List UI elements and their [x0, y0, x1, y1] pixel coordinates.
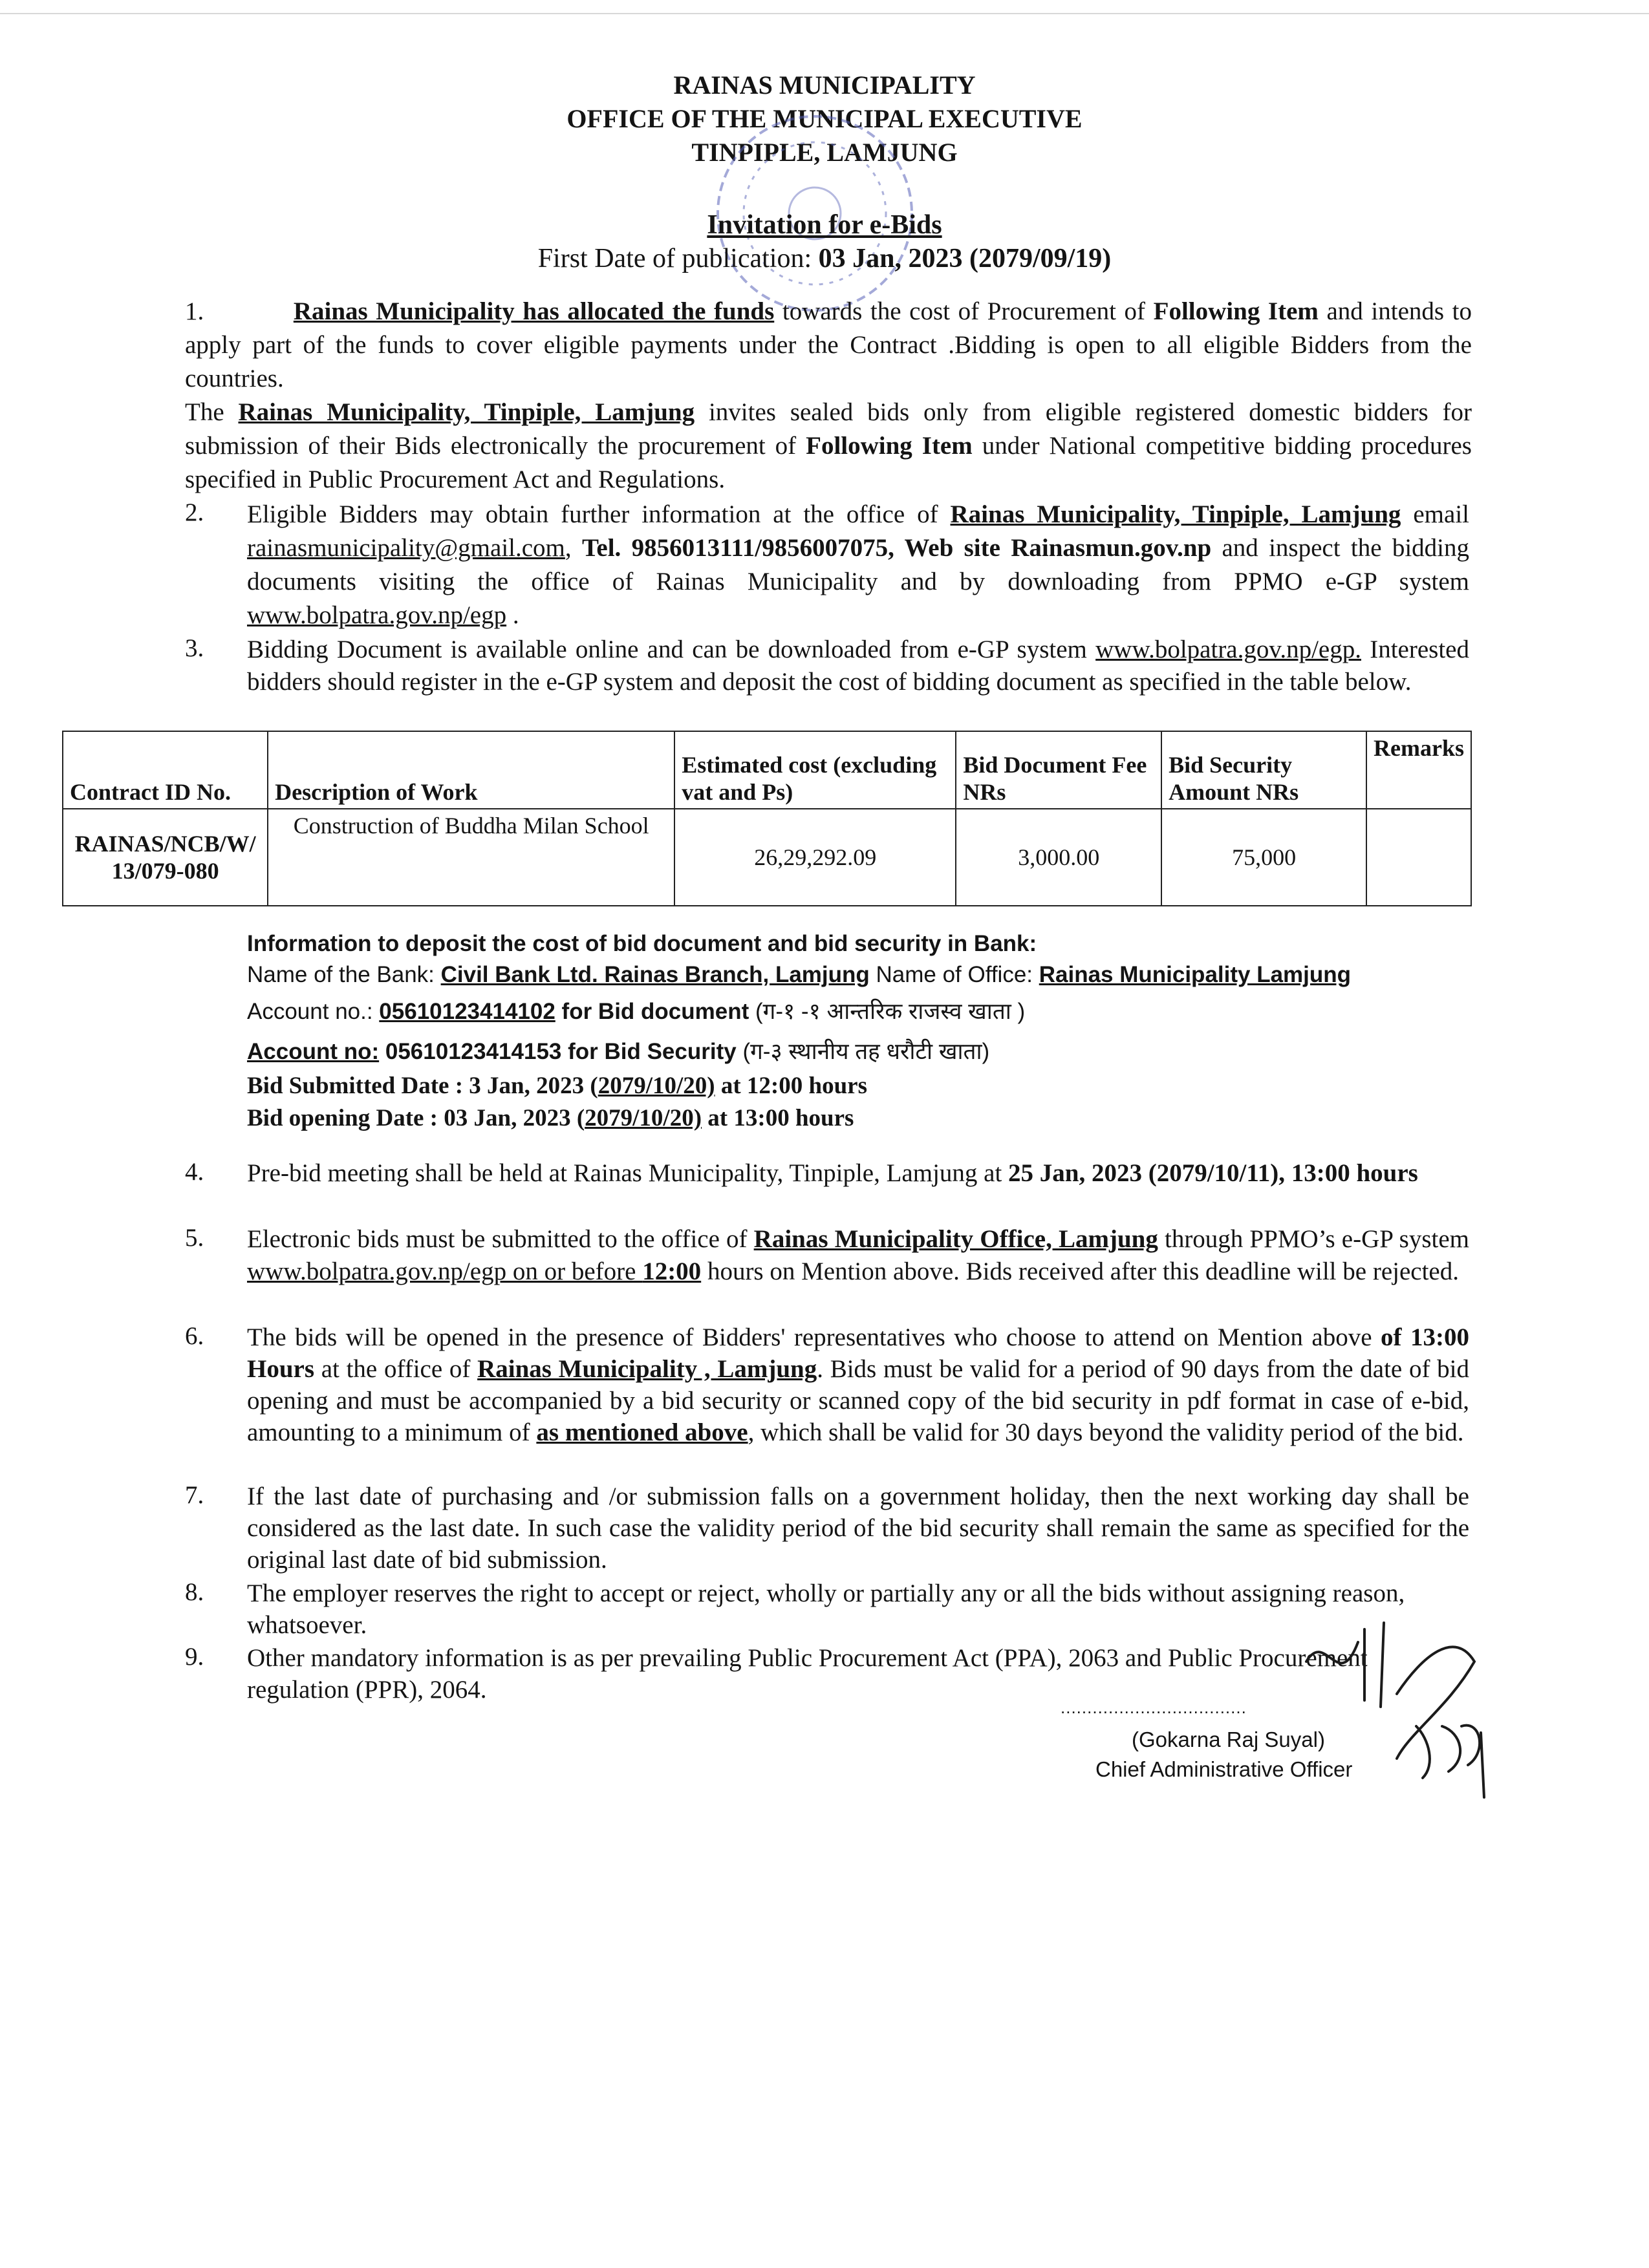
publication-date: 03 Jan, 2023 (2079/09/19): [818, 244, 1112, 273]
para-number: 7.: [185, 1481, 204, 1509]
text-run: Eligible Bidders may obtain further information at the office of: [247, 500, 951, 528]
text-run: through PPMO’s e-GP system: [1158, 1225, 1469, 1253]
text-run: at 13:00 hours: [702, 1105, 854, 1131]
text-run: of 13:00 Hours: [247, 1323, 1469, 1383]
paragraph-9: Other mandatory information is as per prevailing Public Procurement Act (PPA), 2063 and Public Procurement regulation (PPR), 2064.: [247, 1644, 1368, 1704]
text-run: Bid opening Date : 03 Jan, 2023 (: [247, 1105, 585, 1131]
paragraph-4: [247, 1157, 1469, 1190]
text-run: Account no:: [247, 1039, 380, 1064]
text-run: The bids will be opened in the presence of Bidders' representatives who choose to attend on Mention above: [247, 1323, 1381, 1351]
text-run: 2079/10/20): [598, 1073, 715, 1099]
paragraph-6: [247, 1321, 1469, 1448]
col-estimated-cost: Estimated cost (excluding vat and Ps): [674, 731, 956, 809]
submission-date: [247, 1072, 867, 1100]
municipality-name: Rainas Municipality , Lamjung: [477, 1355, 817, 1383]
municipality-name: Rainas Municipality, Tinpiple, Lamjung: [950, 500, 1401, 528]
cell-remarks: [1366, 809, 1471, 906]
para-number: 2.: [185, 498, 204, 526]
cell-doc-fee: 3,000.00: [956, 809, 1161, 906]
text-run: Pre-bid meeting shall be held at Rainas Municipality, Tinpiple, Lamjung at: [247, 1159, 1009, 1187]
text-run: and inspect the bidding documents visiting the office of Rainas Municipality and by downloading from PPMO e-GP system: [247, 534, 1469, 595]
text-run: ,: [565, 534, 582, 562]
table-row: [63, 809, 1471, 906]
signatory-title: Chief Administrative Officer: [1095, 1757, 1353, 1781]
cell-security: 75,000: [1161, 809, 1366, 906]
signatory-name: (Gokarna Raj Suyal): [1132, 1728, 1325, 1751]
signature-line: ...................................: [1061, 1698, 1247, 1717]
col-description: Description of Work: [268, 731, 674, 809]
paragraph-2: [247, 498, 1469, 632]
egp-link[interactable]: www.bolpatra.gov.np/egp: [247, 601, 507, 629]
text-run: Name of Office:: [869, 962, 1039, 987]
text-run: Interested bidders should register in the e-GP system and deposit the cost of bidding document as specified in the table below.: [247, 636, 1469, 696]
text-run: and intends to apply part of the funds to cover eligible payments under the Contract .Bidding is open to all eligible Bidders from the countries.: [185, 297, 1472, 392]
text-run: Electronic bids must be submitted to the office of: [247, 1225, 754, 1253]
bank-heading: Information to deposit the cost of bid document and bid security in Bank:: [247, 931, 1037, 956]
egp-link[interactable]: www.bolpatra.gov.np/egp.: [1095, 636, 1361, 663]
cell-estimated-cost: 26,29,292.09: [674, 809, 956, 906]
text-run: at the office of: [314, 1355, 478, 1383]
text-run: , which shall be valid for 30 days beyond the validity period of the bid.: [748, 1418, 1464, 1446]
office-location: TINPIPLE, LAMJUNG: [691, 138, 958, 167]
contact-details: Tel. 9856013111/9856007075, Web site Rainasmun.gov.np: [581, 534, 1212, 562]
funds-statement: Rainas Municipality has allocated the funds: [293, 297, 775, 325]
text-run: 2079/10/20): [585, 1105, 702, 1131]
text-run: 12:00: [642, 1257, 702, 1285]
text-run: at 12:00 hours: [715, 1073, 867, 1099]
publication-label: First Date of publication:: [537, 244, 819, 273]
bid-security-account: [247, 1036, 989, 1066]
para-number: 6.: [185, 1322, 204, 1350]
account-number: 05610123414153 for Bid Security: [379, 1039, 743, 1064]
para-number: 8.: [185, 1578, 204, 1606]
prebid-date: 25 Jan, 2023 (2079/10/11), 13:00 hours: [1008, 1159, 1418, 1187]
cell-contract-id: RAINAS/NCB/W/13/079-080: [63, 809, 268, 906]
egp-link[interactable]: www.bolpatra.gov.np/egp on or before: [247, 1257, 643, 1285]
paragraph-8: The employer reserves the right to accept or reject, wholly or partially any or all the bids without assigning reason, whatsoever.: [247, 1579, 1405, 1639]
text-run: .: [506, 601, 519, 629]
bid-document-account: [247, 996, 1025, 1026]
text-run: The: [185, 398, 239, 426]
bank-name-line: [247, 962, 1351, 988]
text-run: Account no.:: [247, 999, 380, 1024]
table-header-row: [63, 731, 1471, 809]
para-number: 4.: [185, 1158, 204, 1186]
office-name-value: Rainas Municipality Office, Lamjung: [753, 1225, 1158, 1253]
opening-date: [247, 1104, 854, 1132]
account-note: (ग-३ स्थानीय तह धरौटी खाता): [742, 1039, 990, 1064]
paragraph-7: If the last date of purchasing and /or submission falls on a government holiday, then the next working day shall be considered as the last date. In such case the validity period of the bid security shall remain the same as specified for the original last date of bid submission.: [247, 1482, 1469, 1574]
text-run: email: [1401, 500, 1469, 528]
email-link[interactable]: rainasmunicipality@gmail.com: [247, 534, 565, 562]
cell-description: Construction of Buddha Milan School: [268, 809, 674, 906]
text-run: Following Item: [806, 432, 973, 460]
text-run: as mentioned above: [536, 1418, 748, 1446]
text-run: for Bid document: [555, 999, 755, 1024]
bid-table: [62, 731, 1472, 906]
office-name-value: Rainas Municipality Lamjung: [1039, 962, 1352, 987]
text-run: hours on Mention above. Bids received after this deadline will be rejected.: [701, 1257, 1459, 1285]
text-run: Following Item: [1153, 297, 1319, 325]
bank-name: Civil Bank Ltd. Rainas Branch, Lamjung: [440, 962, 870, 987]
account-note: (ग-१ -१ आन्तरिक राजस्व खाता ): [755, 999, 1026, 1024]
org-name: RAINAS MUNICIPALITY: [673, 70, 976, 100]
text-run: Name of the Bank:: [247, 962, 441, 987]
account-number: 05610123414102: [379, 999, 555, 1024]
text-run: under National competitive bidding procedures specified in Public Procurement Act and Regulations.: [185, 432, 1472, 493]
col-contract-id: Contract ID No.: [63, 731, 268, 809]
col-remarks: Remarks: [1366, 731, 1471, 809]
col-security: Bid Security Amount NRs: [1161, 731, 1366, 809]
text-run: Bidding Document is available online and can be downloaded from e-GP system: [247, 636, 1096, 663]
text-run: Bid Submitted Date : 3 Jan, 2023 (: [247, 1073, 598, 1099]
paragraph-1: [185, 295, 1472, 497]
text-run: . Bids must be valid for a period of 90 days from the date of bid opening and must be accompanied by a bid security or scanned copy of the bid security in pdf format in case of e-bid, amounting to a minimum of: [247, 1355, 1469, 1446]
office-name: OFFICE OF THE MUNICIPAL EXECUTIVE: [566, 104, 1083, 133]
notice-title: Invitation for e-Bids: [707, 210, 942, 240]
text-run: invites sealed bids only from eligible registered domestic bidders for submission of their Bids electronically the procurement of: [185, 398, 1472, 460]
municipality-name: Rainas Municipality, Tinpiple, Lamjung: [238, 398, 695, 426]
col-doc-fee: Bid Document Fee NRs: [956, 731, 1161, 809]
para-number: 3.: [185, 634, 204, 662]
paragraph-5: [247, 1223, 1469, 1288]
paragraph-3: [247, 634, 1469, 698]
text-run: towards the cost of Procurement of: [774, 297, 1154, 325]
para-number: 1.: [185, 297, 204, 325]
para-number: 9.: [185, 1643, 204, 1671]
para-number: 5.: [185, 1224, 204, 1252]
scan-edge-line: [0, 13, 1649, 14]
